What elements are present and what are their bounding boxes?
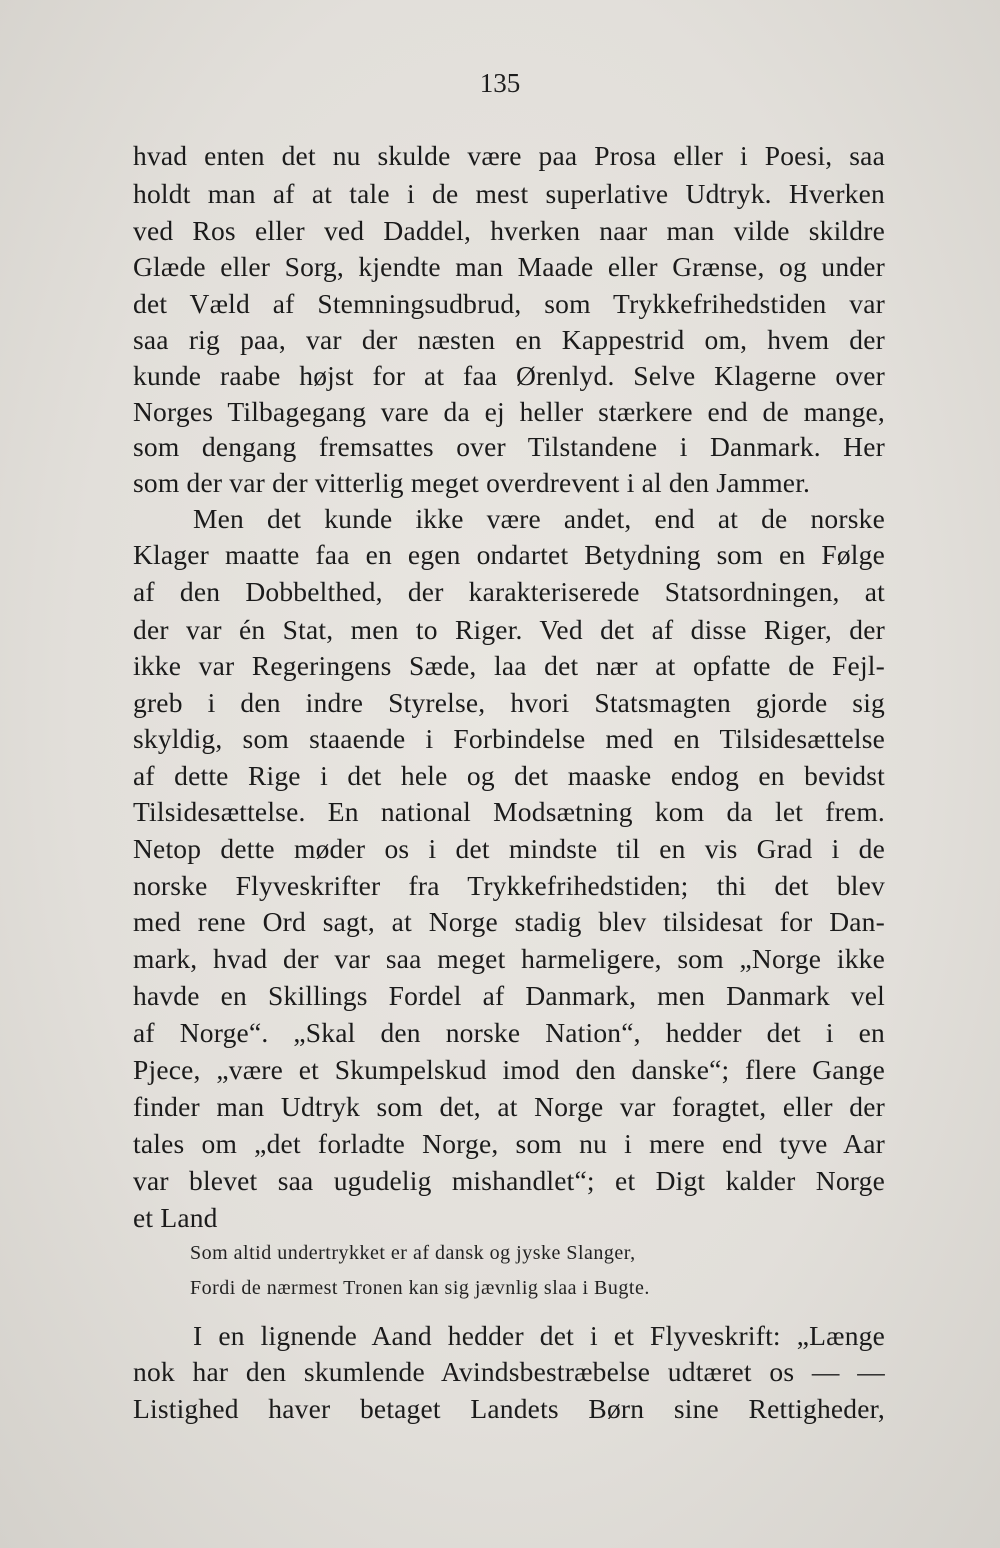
text-line: som dengang fremsattes over Tilstandene i Danmark. Her xyxy=(133,431,885,462)
text-line: Netop dette møder os i det mindste til en vis Grad i de xyxy=(133,833,885,864)
text-line: Klager maatte faa en egen ondartet Betydning som en Følge xyxy=(133,539,885,570)
verse-line: Fordi de nærmest Tronen kan sig jævnlig slaa i Bugte. xyxy=(190,1277,650,1299)
text-line: Listighed haver betaget Landets Børn sine Rettigheder, xyxy=(133,1393,885,1424)
text-line: der var én Stat, men to Riger. Ved det af disse Riger, der xyxy=(133,614,885,645)
verse-line: Som altid undertrykket er af dansk og jyske Slanger, xyxy=(190,1242,636,1264)
text-line: finder man Udtryk som det, at Norge var foragtet, eller der xyxy=(133,1091,885,1122)
text-line: norske Flyveskrifter fra Trykkefrihedstiden; thi det blev xyxy=(133,870,885,901)
text-line: Glæde eller Sorg, kjendte man Maade eller Grænse, og under xyxy=(133,251,885,282)
text-line: Tilsidesættelse. En national Modsætning kom da let frem. xyxy=(133,796,885,827)
text-line: hvad enten det nu skulde være paa Prosa eller i Poesi, saa xyxy=(133,140,885,171)
text-line: havde en Skillings Fordel af Danmark, men Danmark vel xyxy=(133,980,885,1011)
text-line: af Norge“. „Skal den norske Nation“, hedder det i en xyxy=(133,1017,885,1048)
text-line: med rene Ord sagt, at Norge stadig blev tilsidesat for Dan- xyxy=(133,906,885,937)
text-line: nok har den skumlende Avindsbestræbelse udtæret os — — xyxy=(133,1356,885,1387)
text-line: ikke var Regeringens Sæde, laa det nær at opfatte de Fejl- xyxy=(133,650,885,681)
paragraph-first-line: I en lignende Aand hedder det i et Flyveskrift: „Længe xyxy=(193,1320,885,1351)
text-line: det Væld af Stemningsudbrud, som Trykkefrihedstiden var xyxy=(133,288,885,319)
text-line: saa rig paa, var der næsten en Kappestrid om, hvem der xyxy=(133,324,885,355)
text-line: et Land xyxy=(133,1202,218,1233)
text-line: Norges Tilbagegang vare da ej heller stærkere end de mange, xyxy=(133,396,885,427)
text-line: greb i den indre Styrelse, hvori Statsmagten gjorde sig xyxy=(133,687,885,718)
text-line: var blevet saa ugudelig mishandlet“; et Digt kalder Norge xyxy=(133,1165,885,1196)
text-line: tales om „det forladte Norge, som nu i mere end tyve Aar xyxy=(133,1128,885,1159)
text-line: ved Ros eller ved Daddel, hverken naar man vilde skildre xyxy=(133,215,885,246)
text-line: kunde raabe højst for at faa Ørenlyd. Selve Klagerne over xyxy=(133,360,885,391)
text-line: skyldig, som staaende i Forbindelse med en Tilsidesættelse xyxy=(133,723,885,754)
text-line: af dette Rige i det hele og det maaske endog en bevidst xyxy=(133,760,885,791)
text-line: af den Dobbelthed, der karakteriserede Statsordningen, at xyxy=(133,576,885,607)
paragraph-first-line: Men det kunde ikke være andet, end at de norske xyxy=(193,503,885,534)
text-line: mark, hvad der var saa meget harmeligere, som „Norge ikke xyxy=(133,943,885,974)
text-line: holdt man af at tale i de mest superlative Udtryk. Hverken xyxy=(133,178,885,209)
text-line: som der var der vitterlig meget overdrevent i al den Jammer. xyxy=(133,467,811,498)
text-line: Pjece, „være et Skumpelskud imod den danske“; flere Gange xyxy=(133,1054,885,1085)
page-number: 135 xyxy=(479,68,521,98)
